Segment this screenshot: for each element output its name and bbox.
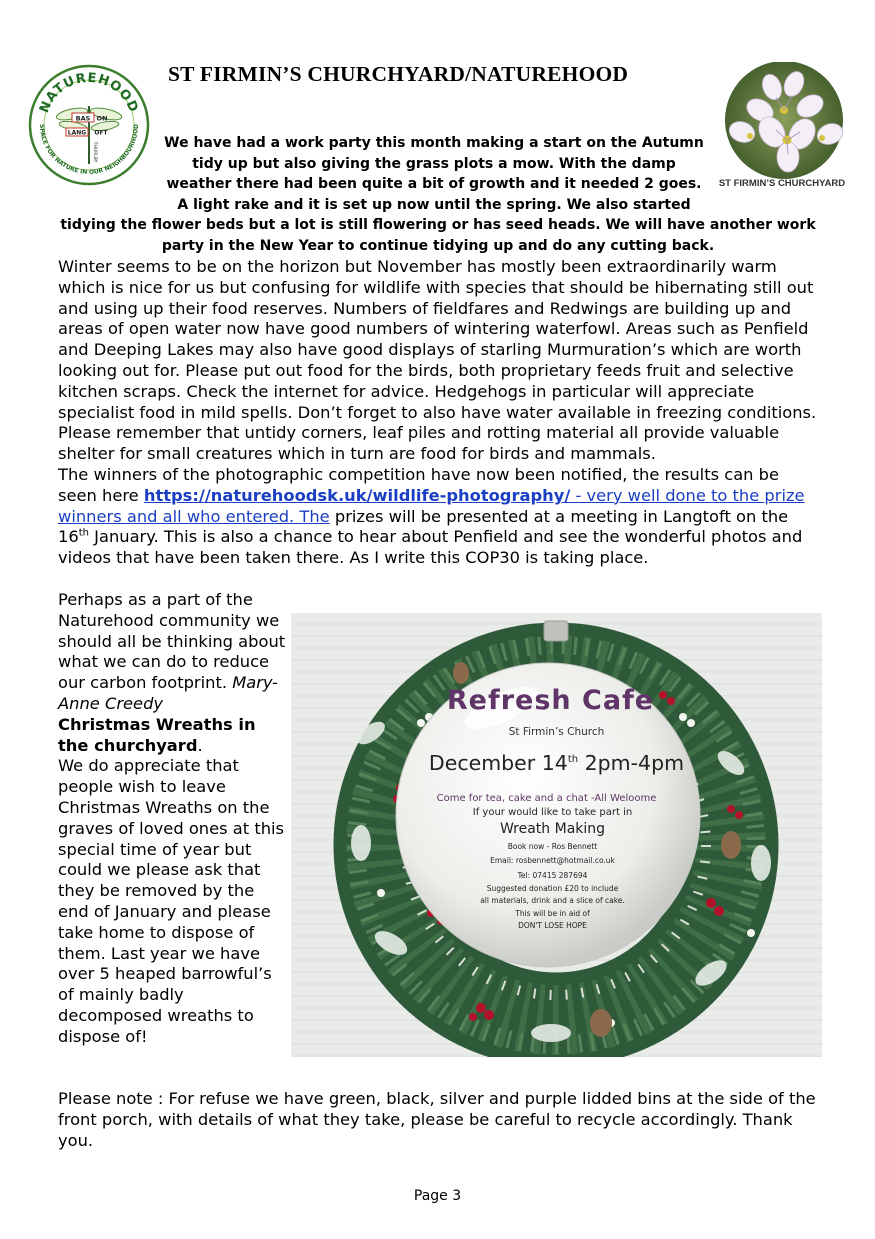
left-column (58, 590, 286, 1048)
churchyard-logo-caption: ST FIRMIN’S CHURCHYARD (718, 178, 846, 189)
svg-text:SPACE FOR NATURE IN OUR NEIGHB: SPACE FOR NATURE IN OUR NEIGHBOURHOOD (37, 123, 141, 177)
poster-date-prefix: December 14 (428, 751, 568, 775)
intro-line: We have had a work party this month making a start on the Autumn (164, 135, 704, 151)
cop30-paragraph (58, 590, 286, 715)
wreath-heading-line (58, 715, 286, 757)
poster-church: St Firmin’s Church (508, 726, 605, 738)
poster-charity: DON'T LOSE HOPE (518, 921, 587, 930)
poster-donation-line-1: Suggested donation £20 to include (486, 884, 619, 893)
intro-line: weather there had been quite a bit of growth and it needed 2 goes. (166, 176, 702, 192)
naturehood-logo (28, 64, 150, 186)
lady-smock-flower-icon (712, 62, 852, 182)
svg-text:OFT: OFT (94, 129, 108, 137)
poster-book: Book now - Ros Bennett (507, 842, 598, 851)
winners-intro: The winners of the photographic competition have now been notified, the results can be seen here (58, 464, 780, 505)
page-number: Page 3 (413, 1188, 462, 1204)
poster-date (291, 751, 822, 775)
refresh-cafe-poster (291, 613, 822, 1057)
winners-rest: January. This is also a chance to hear about Penfield and see the wonderful photos and videos that have been taken there. As I write this COP30 is taking place. (58, 527, 803, 568)
poster-cafe-name: Refresh Cafe (446, 685, 655, 716)
svg-text:THURLBY: THURLBY (92, 141, 97, 163)
wreath-paragraph: We do appreciate that people wish to leave Christmas Wreaths on the graves of loved ones at this special time of year but could we please ask that they be removed by the end of January and please take home to dispose of them. Last year we have over 5 heaped barrowful’s of mainly badly decomposed wreaths to dispose of! (58, 756, 285, 1046)
intro-line: A light rake and it is set up now until the spring. We also started (177, 196, 691, 213)
svg-text:ON: ON (96, 114, 108, 123)
cop30-text: Perhaps as a part of the Naturehood community we should all be thinking about what we can do to reduce our carbon footprint. (58, 590, 286, 693)
author-name: Mary-Anne Creedy (58, 673, 278, 713)
poster-aid: This will be in aid of (515, 909, 590, 918)
poster-tel: Tel: 07415 287694 (517, 871, 588, 880)
poster-email: Email: rosbennett@hotmail.co.uk (490, 856, 615, 865)
svg-text:LANG: LANG (67, 129, 87, 137)
intro-line: tidying the flower beds but a lot is still flowering or has seed heads. We will have another work (60, 217, 816, 233)
intro-block-top (160, 133, 708, 215)
wreath-heading: Christmas Wreaths in the churchyard (58, 714, 256, 755)
refuse-note: Please note : For refuse we have green, black, silver and purple lidded bins at the side of the front porch, with details of what they take, please be careful to recycle accordingly. Thank you. (58, 1089, 816, 1150)
poster-activity: Wreath Making (499, 821, 606, 837)
winter-paragraph: Winter seems to be on the horizon but November has mostly been extraordinarily warm which is nice for us but confusing for wildlife with species that should be hibernating still out and using up their food reserves. Numbers of fieldfares and Redwings are building up and areas of open water now have good numbers of wintering waterfowl. Areas such as Penfield and Deeping Lakes may also have good displays of starling Murmuration’s which are worth looking out for. Please put out food for the birds, both proprietary feeds fruit and selective kitchen scraps. Check the internet for advice. Hedgehogs in particular will appreciate specialist food in mild spells. Don’t forget to also have water available in freezing conditions. Please remember that untidy corners, leaf piles and rotting material all provide valuable shelter for small creatures which in turn are food for birds and mammals. (58, 257, 817, 464)
churchyard-flower-logo (712, 62, 852, 192)
winners-paragraph (58, 465, 820, 569)
poster-take-part: If your would like to take part in (472, 807, 633, 818)
poster-date-suffix: th (567, 754, 579, 766)
wreath-heading-period: . (197, 735, 203, 755)
poster-donation-line-2: all materials, drink and a slice of cake. (480, 896, 625, 905)
svg-text:BAS: BAS (75, 114, 91, 123)
page-title: ST FIRMIN’S CHURCHYARD/NATUREHOOD (168, 62, 629, 86)
intro-line: party in the New Year to continue tidying up and do any cutting back. (161, 237, 715, 254)
poster-tea-line: Come for tea, cake and a chat -All Weloome (436, 793, 657, 804)
intro-line: tidy up but also giving the grass plots a mow. With the damp (192, 155, 676, 172)
poster-text (291, 613, 822, 1057)
poster-date-time: 2pm-4pm (578, 751, 685, 775)
winners-prizes: prizes will be presented at a meeting in Langtoft on the 16 (58, 506, 789, 547)
svg-text:NATUREHOOD: NATUREHOOD (36, 70, 142, 116)
naturehood-logo-icon (28, 64, 150, 186)
photography-link[interactable]: https://naturehoodsk.uk/wildlife-photography/ (143, 485, 571, 505)
date-suffix: th (78, 527, 89, 539)
photography-link-tail[interactable]: - very well done to the prize winners and all who entered. The (58, 485, 805, 526)
main-body (58, 257, 820, 569)
intro-block-bottom (40, 215, 836, 256)
